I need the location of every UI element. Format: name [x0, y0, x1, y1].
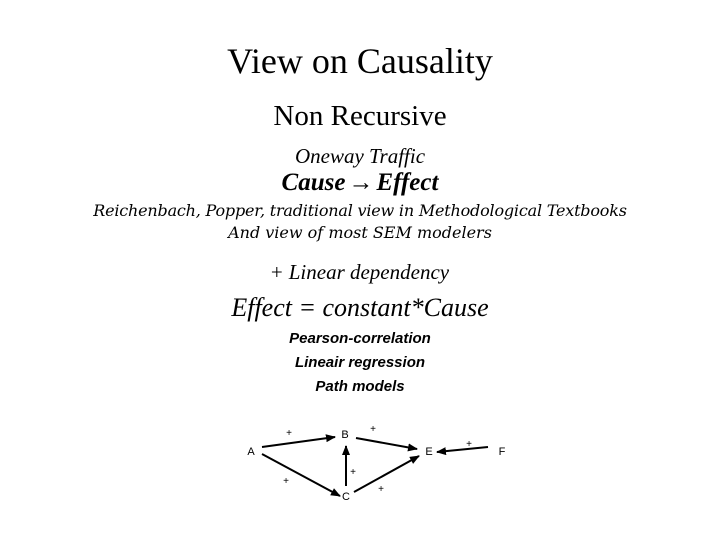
node-a: A	[247, 446, 255, 458]
edge-b-e	[356, 438, 417, 449]
plus-sign: +	[270, 260, 283, 284]
sign-a-c: +	[283, 476, 289, 487]
authors-line: Reichenbach, Popper, traditional view in Methodological Textbooks	[93, 201, 627, 220]
sign-a-b: +	[286, 428, 292, 439]
subtitle: Non Recursive	[273, 100, 447, 132]
sign-c-e: +	[378, 484, 384, 495]
edge-f-e	[437, 447, 488, 452]
edge-a-b	[262, 437, 335, 447]
edge-a-c	[262, 454, 340, 496]
sign-f-e: +	[466, 439, 472, 450]
right-arrow-icon: →	[348, 169, 374, 196]
sem-line: And view of most SEM modelers	[228, 223, 492, 242]
sign-c-b: +	[350, 467, 356, 478]
method-path-models: Path models	[315, 378, 405, 395]
method-regression: Lineair regression	[294, 354, 426, 371]
sign-b-e: +	[370, 424, 376, 435]
page-title: View on Causality	[227, 41, 493, 81]
node-b: B	[341, 429, 349, 441]
cause-label: Cause	[281, 169, 346, 196]
edge-c-e	[354, 456, 419, 492]
node-f: F	[498, 446, 506, 458]
method-pearson: Pearson-correlation	[289, 330, 431, 347]
linear-dependency-label: Linear dependency	[288, 260, 450, 284]
effect-label: Effect	[376, 169, 439, 196]
node-e: E	[425, 446, 433, 458]
formula: Effect = constant*Cause	[231, 293, 489, 322]
node-c: C	[342, 491, 350, 503]
oneway-label: Oneway Traffic	[294, 144, 426, 168]
